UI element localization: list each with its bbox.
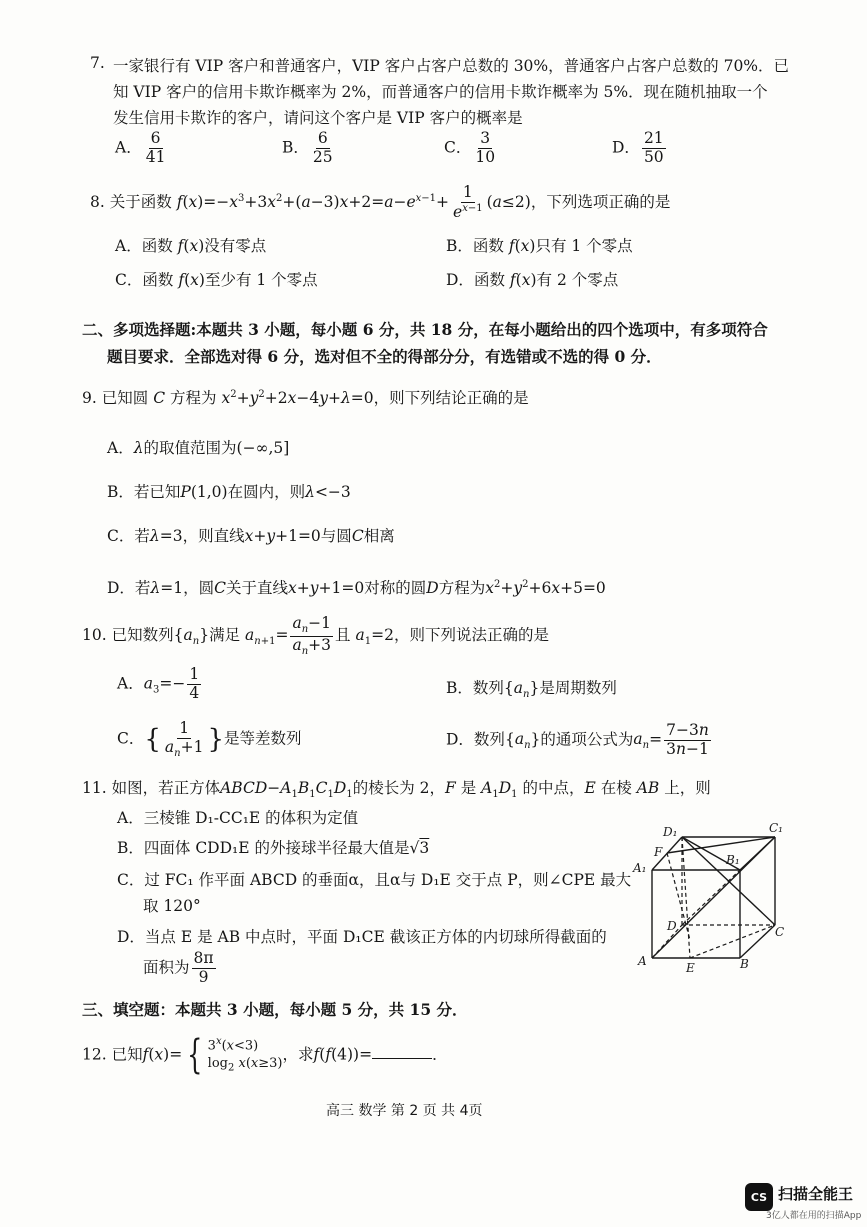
- label-a1: A₁: [633, 861, 647, 875]
- q8-option-b: B．函数 f(x)只有 1 个零点: [446, 237, 633, 255]
- q7-option-a: A． $\frac{6}{41}$: [115, 129, 166, 166]
- hidden-segment-e-c: [690, 925, 775, 958]
- q7-option-d-fraction: $\frac{21}{50}$: [643, 129, 664, 166]
- scanner-app-tagline: 3亿人都在用的扫描App: [766, 1211, 862, 1221]
- label-d1: D₁: [663, 825, 678, 839]
- page-footer: 高三 数学 第 2 页 共 4页: [326, 1103, 483, 1119]
- label-e: E: [686, 961, 695, 975]
- section2-heading-line2: 题目要求．全部选对得 6 分，选对但不全的得部分分，有选错或不选的得 0 分．: [107, 347, 662, 366]
- q11-option-a: A．三棱锥 D₁-CC₁E 的体积为定值: [117, 809, 359, 827]
- q7-option-a-fraction: $\frac{6}{41}$: [145, 129, 166, 166]
- q7-number: 7.: [90, 54, 105, 72]
- q11-stem: 11. 如图，若正方体$ABCD-A_1B_1C_1D_1$的棱长为 2，F 是 $A_1D_1$ 的中点，E 在棱 AB 上，则: [82, 779, 711, 801]
- q8-option-d: D．函数 f(x)有 2 个零点: [446, 271, 619, 289]
- label-d: D: [667, 919, 677, 933]
- q10-option-b: B．数列$\{a_n\}$是周期数列: [446, 679, 617, 701]
- q9-circle-equation: $x^2+y^2+2x-4y+\lambda=0$: [221, 388, 374, 407]
- q7-option-d: D． $\frac{21}{50}$: [612, 129, 664, 166]
- segment-f-c1: [667, 837, 775, 853]
- q8-formula: $f(x)=-x^3+3x^2+(a-3)x+2=a-e^{x-1}+$ $\frac{1}{e^{x-1}}$ (a≤2): [176, 183, 531, 221]
- q7-option-b: B． $\frac{6}{25}$: [282, 129, 333, 166]
- q10-option-c: C．{ $\frac{1}{a_n+1}$ }是等差数列: [117, 719, 302, 759]
- label-c: C: [775, 925, 785, 939]
- q7-option-b-fraction: $\frac{6}{25}$: [312, 129, 333, 166]
- q10-stem: 10. 已知数列$\{a_n\}$满足 $a_{n+1}=$ $\frac{a_n-1}{a_n+3}$ 且 $a_1=2$，则下列说法正确的是: [82, 614, 549, 657]
- q9-option-b: B．若已知P(1,0)在圆内，则λ<−3: [107, 483, 351, 501]
- q11-option-c-line2: 取 120°: [143, 897, 201, 915]
- q10-option-d: D．数列$\{a_n\}$的通项公式为$a_n=$ $\frac{7-3n}{3n-1}$: [446, 721, 709, 758]
- q9-option-a: A．λ的取值范围为(−∞,5]: [107, 439, 290, 457]
- q12-stem: 12. 已知f(x)= { $3^x(x<3)$ $\log_2 x(x\ge 3)$ ，求f(f(4))= ．: [82, 1032, 448, 1079]
- scanner-logo-icon: CS: [745, 1183, 773, 1211]
- hidden-segment-d-b1: [682, 870, 740, 925]
- q7-line1: 一家银行有 VIP 客户和普通客户，VIP 客户占客户总数的 30%，普通客户占客户总数的 70%．已: [113, 57, 790, 75]
- q7-option-c-fraction: $\frac{3}{10}$: [475, 129, 496, 166]
- cube-figure: [630, 820, 800, 980]
- q9-stem: 9. 已知圆 C 方程为 $x^2+y^2+2x-4y+\lambda=0$，则下列结论正确的是: [82, 388, 529, 407]
- section2-heading-line1: 二、多项选择题:本题共 3 小题，每小题 6 分，共 18 分，在每小题给出的四个选项中，有多项符合: [82, 320, 768, 339]
- label-f: F: [654, 845, 663, 859]
- label-b1: B₁: [726, 853, 740, 867]
- hidden-segment-d1-e: [682, 837, 690, 958]
- scanner-app-name: 扫描全能王: [778, 1185, 854, 1203]
- q8-option-a: A．函数 f(x)没有零点: [115, 237, 267, 255]
- label-c1: C₁: [769, 821, 783, 835]
- q8-stem: 8. 关于函数 $f(x)=-x^3+3x^2+(a-3)x+2=a-e^{x-1}+$ $\frac{1}{e^{x-1}}$ (a≤2)，下列选项正确的是: [90, 183, 671, 221]
- q11-option-d-line1: D．当点 E 是 AB 中点时，平面 D₁CE 截该正方体的内切球所得截面的: [117, 928, 607, 946]
- q8-option-c: C．函数 f(x)至少有 1 个零点: [115, 271, 318, 289]
- section3-heading: 三、填空题：本题共 3 小题，每小题 5 分，共 15 分．: [82, 1000, 468, 1019]
- q11-option-c-line1: C．过 FC₁ 作平面 ABCD 的垂面α，且α与 D₁E 交于点 P，则∠CPE 最大: [117, 871, 632, 889]
- label-a: A: [638, 954, 647, 968]
- edge-b-c: [740, 925, 775, 958]
- q11-option-b: B．四面体 CDD₁E 的外接球半径最大值是√3: [117, 839, 430, 857]
- q7-option-c: C． $\frac{3}{10}$: [444, 129, 496, 166]
- q11-option-d-line2: 面积为 $\frac{8\pi}{9}$: [143, 949, 214, 986]
- q9-option-c: C．若λ=3，则直线x+y+1=0与圆C相离: [107, 527, 395, 545]
- q7-line2: 知 VIP 客户的信用卡欺诈概率为 2%，而普通客户的信用卡欺诈概率为 5%．现在随机抽取一个: [113, 83, 768, 101]
- q9-option-d: D．若λ=1，圆C关于直线x+y+1=0对称的圆D方程为$x^2+y^2+6x+5=0$: [107, 578, 606, 597]
- q10-option-a: A．$a_3=-$ $\frac{1}{4}$: [117, 665, 200, 702]
- q12-answer-blank: [372, 1044, 432, 1059]
- q7-line3: 发生信用卡欺诈的客户，请问这个客户是 VIP 客户的概率是: [113, 109, 523, 127]
- label-b: B: [740, 957, 749, 971]
